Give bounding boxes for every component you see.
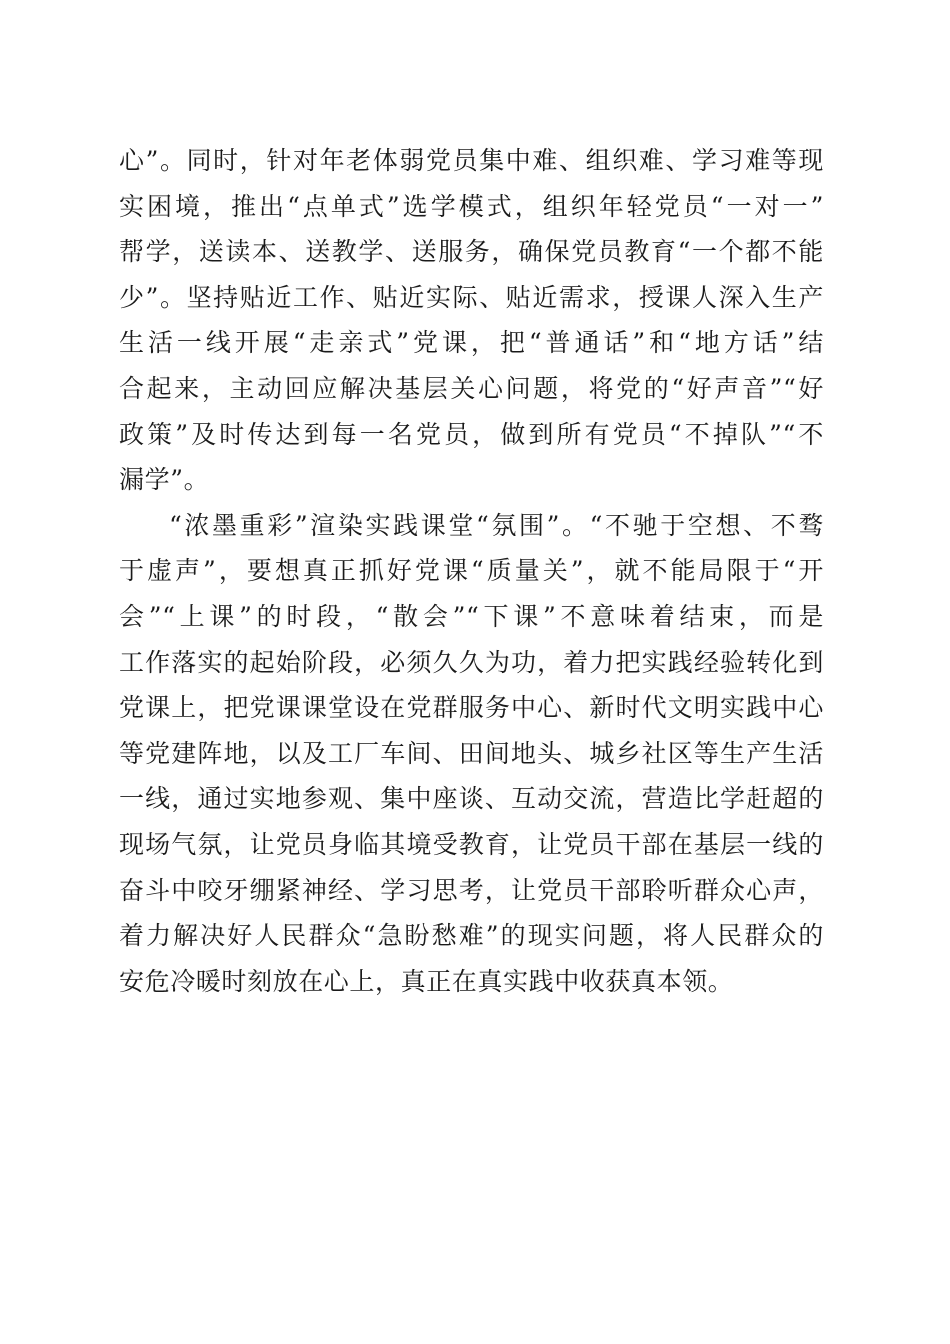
text-line: 安危冷暖时刻放在心上，真正在真实践中收获真本领。 [119,966,734,996]
text-line: 实困境，推出“点单式”选学模式，组织年轻党员“一对一” [119,191,824,221]
text-line: 政策”及时传达到每一名党员，做到所有党员“不掉队”“不 [119,419,824,449]
body-text [119,138,824,1004]
text-line: 工作落实的起始阶段，必须久久为功，着力把实践经验转化到 [119,647,824,677]
text-line: 等党建阵地，以及工厂车间、田间地头、城乡社区等生产生活 [119,738,824,768]
text-line: 现场气氛，让党员身临其境受教育，让党员干部在基层一线的 [119,829,824,859]
text-line: 着力解决好人民群众“急盼愁难”的现实问题，将人民群众的 [119,921,824,951]
text-line: 少”。坚持贴近工作、贴近实际、贴近需求，授课人深入生产 [119,282,824,312]
text-line: 奋斗中咬牙绷紧神经、学习思考，让党员干部聆听群众心声， [119,875,824,905]
text-line: 合起来，主动回应解决基层关心问题，将党的“好声音”“好 [119,373,824,403]
text-line: 心”。同时，针对年老体弱党员集中难、组织难、学习难等现 [119,146,824,175]
text-line: 于虚声”，要想真正抓好党课“质量关”，就不能局限于“开 [119,556,824,586]
text-line: 会”“上课”的时段，“散会”“下课”不意味着结束，而是 [119,601,824,631]
paragraph-1 [119,138,824,503]
paragraph-2 [119,503,824,1005]
text-line: 一线，通过实地参观、集中座谈、互动交流，营造比学赶超的 [119,784,824,814]
text-line: 漏学”。 [119,465,210,495]
text-line: 党课上，把党课课堂设在党群服务中心、新时代文明实践中心 [119,693,824,723]
text-line: 生活一线开展“走亲式”党课，把“普通话”和“地方话”结 [119,328,824,358]
text-line: 帮学，送读本、送教学、送服务，确保党员教育“一个都不能 [119,237,824,267]
text-line: “浓墨重彩”渲染实践课堂“氛围”。“不驰于空想、不骛 [169,510,824,540]
